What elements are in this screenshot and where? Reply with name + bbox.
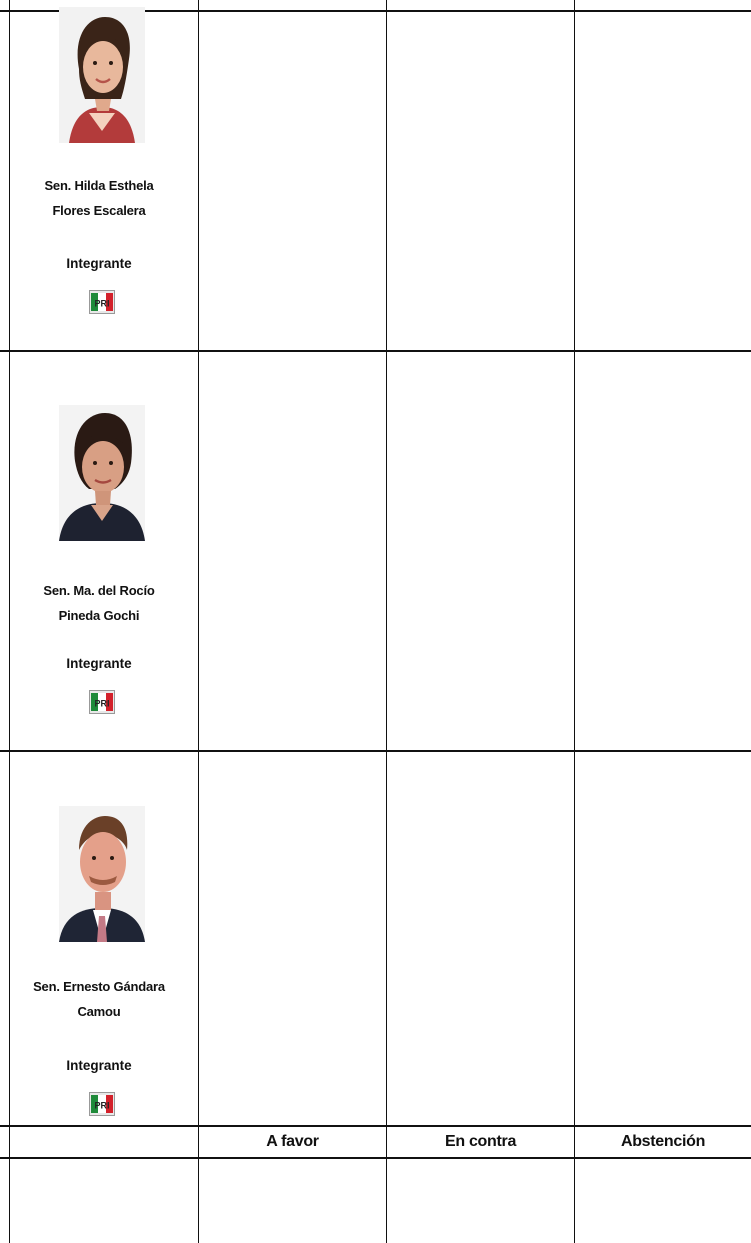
senator-name-line2: Camou	[77, 1004, 121, 1019]
senator-role: Integrante	[66, 656, 132, 671]
senator-name-line1: Sen. Ernesto Gándara	[33, 979, 165, 994]
svg-text:PRI: PRI	[94, 298, 110, 309]
svg-text:PRI: PRI	[94, 1100, 110, 1111]
row-divider	[0, 1157, 751, 1159]
column-divider	[574, 0, 575, 1243]
senator-name-line1: Sen. Hilda Esthela	[44, 178, 154, 193]
pri-logo-icon	[89, 1092, 115, 1116]
senator-name-line1: Sen. Ma. del Rocío	[43, 583, 155, 598]
senator-name-line2: Flores Escalera	[52, 203, 146, 218]
vote-column-abstencion: Abstención	[620, 1133, 706, 1150]
svg-text:PRI: PRI	[94, 698, 110, 709]
senator-photo	[59, 806, 145, 942]
senator-role: Integrante	[66, 256, 132, 271]
column-divider	[386, 0, 387, 1243]
column-divider	[198, 0, 199, 1243]
vote-column-contra: En contra	[444, 1133, 517, 1150]
senator-row-3	[0, 0, 198, 1125]
senator-role: Integrante	[66, 1058, 132, 1073]
row-divider	[0, 1125, 751, 1127]
vote-column-favor: A favor	[266, 1133, 319, 1150]
senator-name-line2: Pineda Gochi	[58, 608, 140, 623]
portrait-man-icon	[59, 806, 145, 942]
